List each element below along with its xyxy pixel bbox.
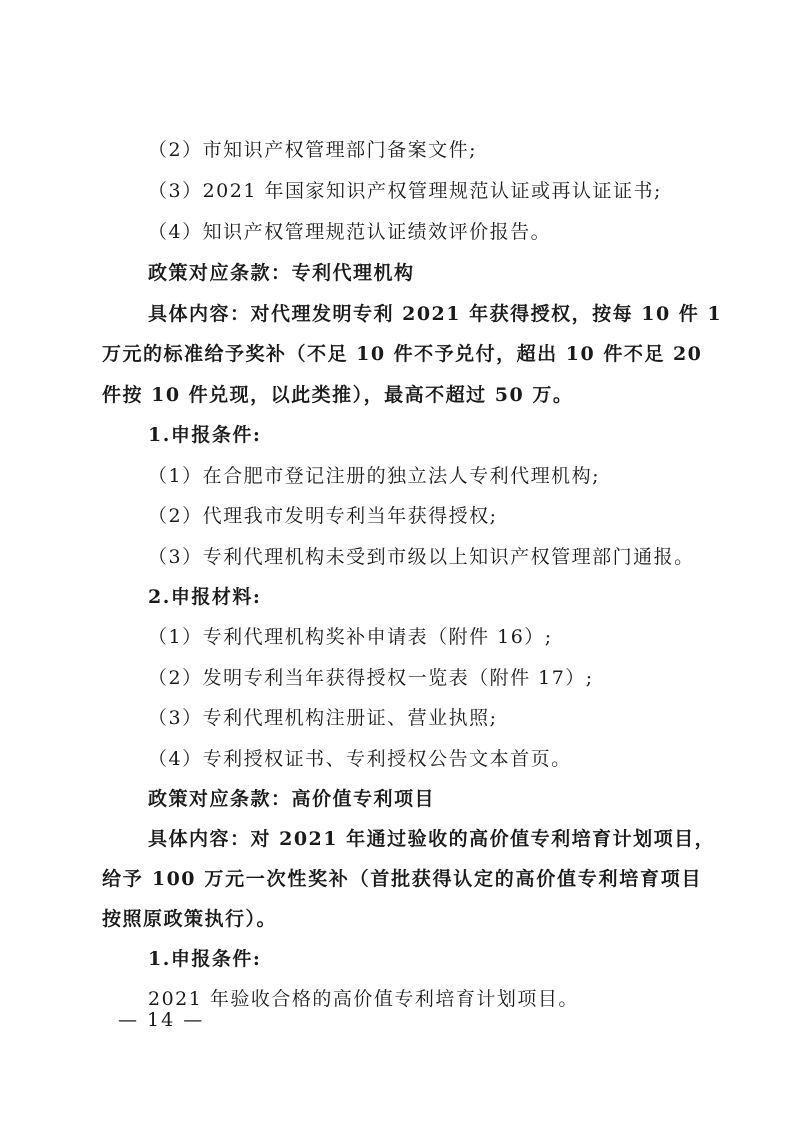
content-paragraph-2-line-3: 按照原政策执行）。 <box>102 908 278 930</box>
condition-item-2: （2）代理我市发明专利当年获得授权; <box>148 505 498 527</box>
material-item-4: （4）知识产权管理规范认证绩效评价报告。 <box>148 221 552 243</box>
condition-item-1: （1）在合肥市登记注册的独立法人专利代理机构; <box>148 465 600 487</box>
material-item-3b: （3）专利代理机构注册证、营业执照; <box>148 707 498 729</box>
material-item-3: （3）2021 年国家知识产权管理规范认证或再认证证书; <box>148 180 662 202</box>
section-heading-conditions: 1.申报条件: <box>148 424 262 446</box>
content-paragraph-2-line-2: 给予 100 万元一次性奖补（首批获得认定的高价值专利培育项目 <box>102 868 702 890</box>
condition-item-2021: 2021 年验收合格的高价值专利培育计划项目。 <box>148 988 579 1010</box>
section-heading-conditions-2: 1.申报条件: <box>148 948 262 970</box>
page-number: — 14 — <box>118 1009 205 1031</box>
material-item-2: （2）市知识产权管理部门备案文件; <box>148 139 477 161</box>
content-paragraph-line-2: 万元的标准给予奖补（不足 10 件不予兑付，超出 10 件不足 20 <box>102 343 703 365</box>
material-item-4b: （4）专利授权证书、专利授权公告文本首页。 <box>148 748 572 770</box>
condition-item-3: （3）专利代理机构未受到市级以上知识产权管理部门通报。 <box>148 546 695 568</box>
policy-clause-heading: 政策对应条款：专利代理机构 <box>148 262 415 284</box>
content-paragraph-2-line-1: 具体内容：对 2021 年通过验收的高价值专利培育计划项目， <box>148 828 716 850</box>
policy-clause-heading-2: 政策对应条款：高价值专利项目 <box>148 788 436 810</box>
content-paragraph-line-3: 件按 10 件兑现，以此类推），最高不超过 50 万。 <box>102 384 574 406</box>
section-heading-materials: 2.申报材料: <box>148 586 262 608</box>
material-item-1: （1）专利代理机构奖补申请表（附件 16）; <box>148 626 553 648</box>
material-item-2b: （2）发明专利当年获得授权一览表（附件 17）; <box>148 667 594 689</box>
content-paragraph-line-1: 具体内容：对代理发明专利 2021 年获得授权，按每 10 件 1 <box>148 303 723 325</box>
